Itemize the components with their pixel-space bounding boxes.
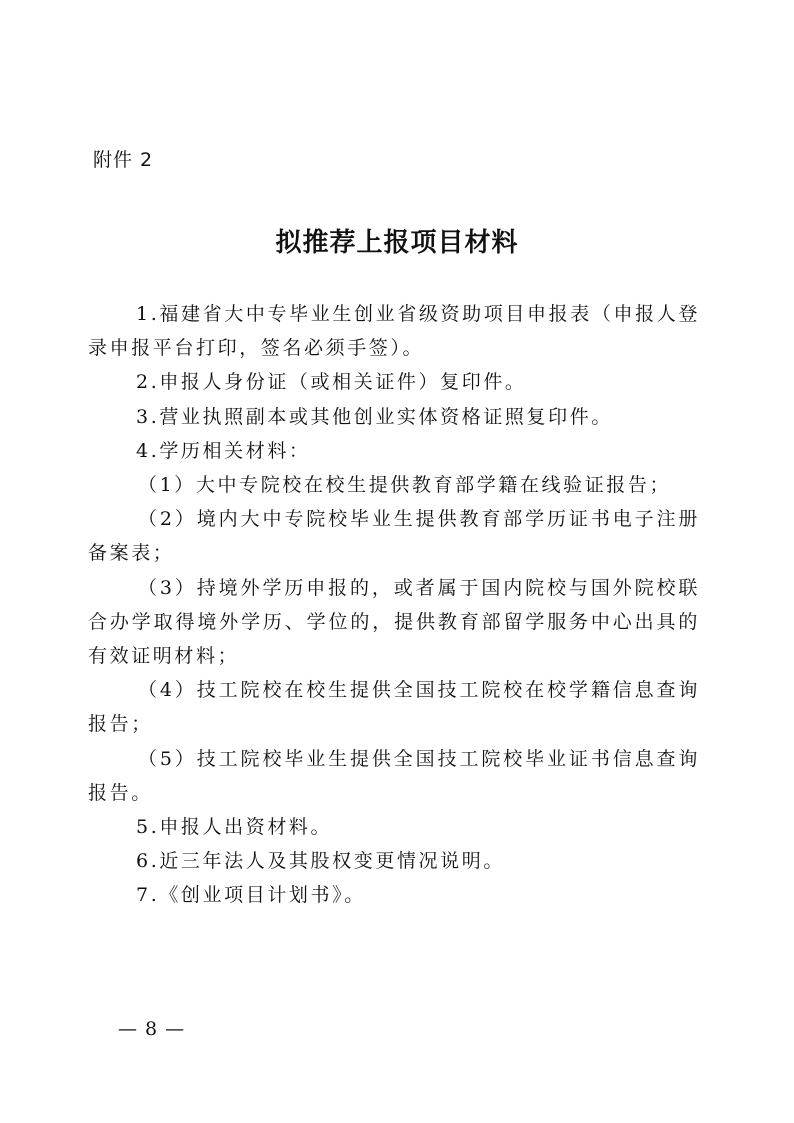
list-item-1: 1.福建省大中专毕业生创业省级资助项目申报表（申报人登录申报平台打印，签名必须手签）。	[88, 303, 700, 360]
sub-item-2: （2）境内大中专院校毕业生提供教育部学历证书电子注册备案表；	[88, 508, 700, 565]
sub-item-5: （5）技工院校毕业生提供全国技工院校毕业证书信息查询报告。	[88, 747, 700, 804]
list-item-7: 7.《创业项目计划书》。	[136, 884, 366, 907]
document-body	[88, 297, 700, 913]
attachment-label: 附件 2	[93, 149, 154, 171]
list-item-5: 5.申报人出资材料。	[136, 816, 333, 839]
document-title: 拟推荐上报项目材料	[275, 228, 519, 258]
list-item-2: 2.申报人身份证（或相关证件）复印件。	[136, 371, 527, 394]
sub-item-3: （3）持境外学历申报的，或者属于国内院校与国外院校联合办学取得境外学历、学位的，提供教育部留学服务中心出具的有效证明材料；	[88, 576, 700, 668]
sub-item-1: （1）大中专院校在校生提供教育部学籍在线验证报告；	[138, 474, 672, 497]
page-number: — 8 —	[118, 1018, 186, 1040]
list-item-4: 4.学历相关材料：	[136, 439, 311, 462]
sub-item-4: （4）技工院校在校生提供全国技工院校在校学籍信息查询报告；	[88, 679, 700, 736]
list-item-6: 6.近三年法人及其股权变更情况说明。	[136, 850, 505, 873]
list-item-3: 3.营业执照副本或其他创业实体资格证照复印件。	[136, 405, 613, 428]
